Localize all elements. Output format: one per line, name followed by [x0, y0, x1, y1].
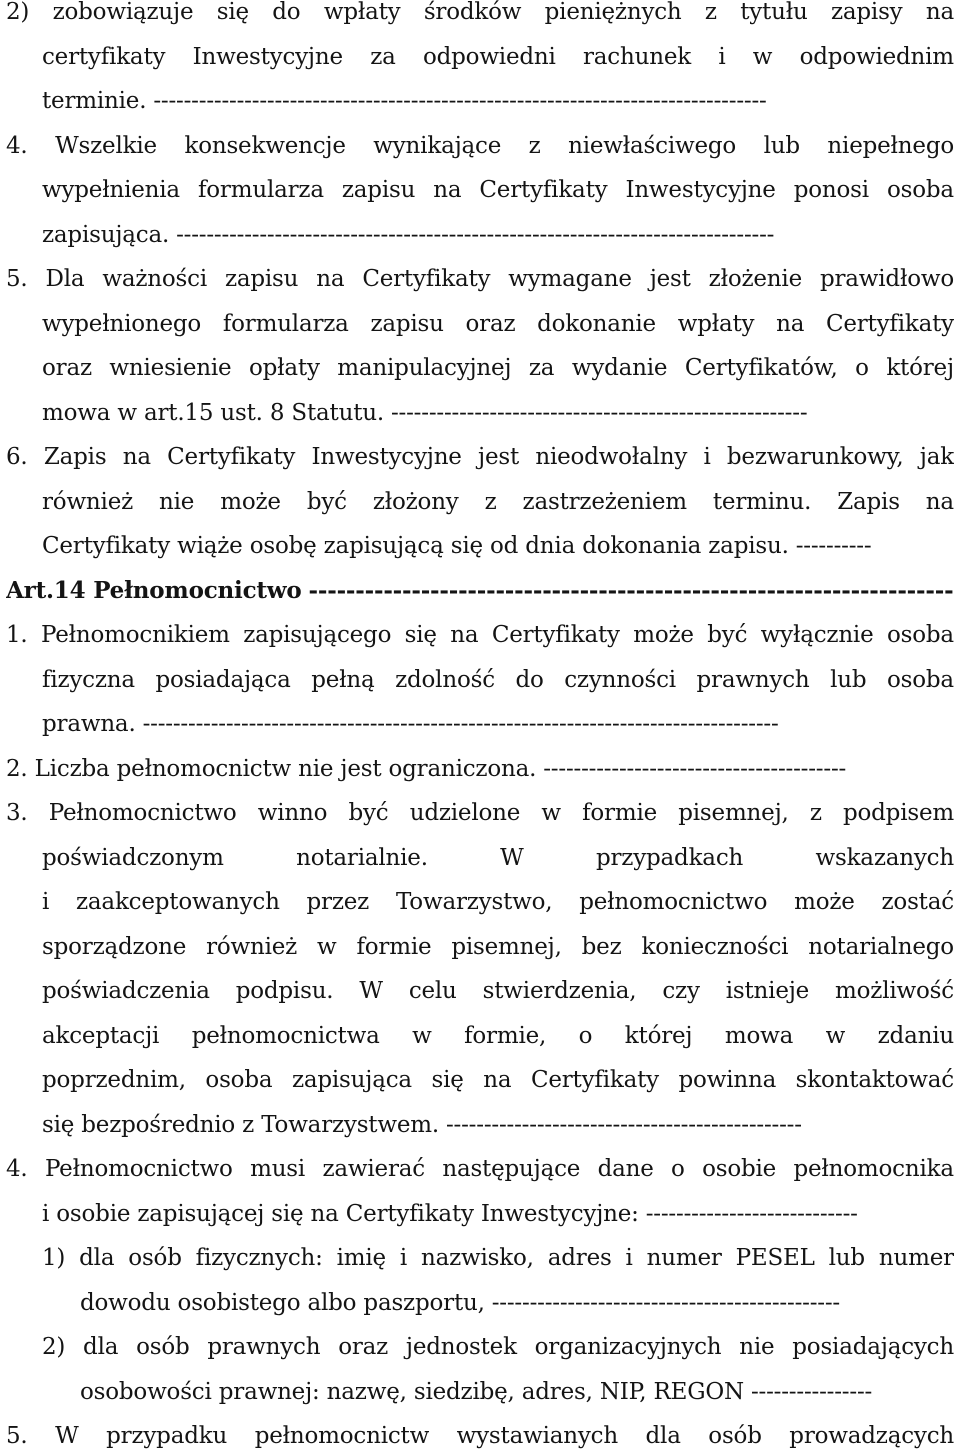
- dash-fill: ---------------------------------------------------------------------------------: [153, 88, 767, 114]
- word: formie: [356, 933, 432, 960]
- word: za: [370, 43, 396, 70]
- word: poświadczenia: [42, 978, 210, 1004]
- word: której: [624, 1022, 693, 1049]
- word: się: [431, 1067, 464, 1093]
- text-line: [42, 1109, 954, 1141]
- text-line: [42, 664, 954, 696]
- word: oraz: [42, 355, 92, 381]
- word: w: [541, 800, 561, 826]
- word: wystawianych: [456, 1423, 618, 1449]
- word: z: [484, 488, 497, 515]
- line-text: 2. Liczba pełnomocnictw nie jest ograniczona.: [6, 755, 537, 782]
- word: numer: [646, 1245, 722, 1271]
- word: formie: [582, 800, 658, 826]
- word: adres: [547, 1245, 612, 1271]
- word: pełnomocnika: [793, 1156, 954, 1182]
- word: W: [500, 844, 524, 871]
- word: wniesienie: [109, 355, 232, 381]
- dash-fill: ----------------: [750, 1378, 873, 1405]
- word: może: [794, 889, 855, 915]
- word: lub: [830, 666, 867, 693]
- word: musi: [250, 1156, 306, 1182]
- word: odpowiedni: [422, 43, 556, 70]
- word: z: [809, 800, 822, 826]
- word: tytułu: [740, 0, 808, 25]
- text-line: [80, 1287, 954, 1319]
- text-line: [80, 1376, 954, 1408]
- word: jednostek: [405, 1334, 517, 1360]
- word: osób: [136, 1334, 190, 1360]
- word: Zapis: [43, 444, 107, 470]
- word: nazwisko,: [421, 1245, 534, 1271]
- word: 5.: [6, 1423, 28, 1449]
- word: osobie: [702, 1156, 777, 1182]
- word: 1.: [6, 622, 28, 648]
- word: Zapis: [837, 488, 900, 515]
- word: odpowiednim: [799, 43, 954, 70]
- word: celu: [408, 978, 457, 1004]
- word: niewłaściwego: [568, 132, 737, 159]
- dash-fill: ---------------------------------------------------------------------: [308, 576, 954, 604]
- word: być: [306, 488, 347, 515]
- word: certyfikaty: [42, 43, 166, 70]
- word: 5.: [6, 266, 28, 292]
- word: i: [625, 1245, 633, 1271]
- word: niepełnego: [827, 132, 954, 159]
- dash-fill: -------------------------------------------------------------------------------: [176, 221, 775, 248]
- word: w: [317, 933, 337, 960]
- word: Inwestycyjne: [311, 444, 462, 470]
- word: możliwość: [835, 978, 954, 1004]
- word: za: [528, 355, 555, 381]
- word: podpisu.: [235, 978, 334, 1004]
- word: zastrzeżeniem: [522, 488, 687, 515]
- word: prawidłowo: [819, 266, 954, 292]
- text-line: [42, 174, 954, 206]
- text-line: [42, 975, 954, 1007]
- word: środków: [423, 0, 522, 25]
- word: poprzednim,: [42, 1067, 186, 1093]
- word: zapisująca: [291, 1067, 412, 1093]
- word: również: [42, 488, 134, 515]
- word: notarialnie.: [296, 844, 428, 871]
- word: dane: [597, 1156, 654, 1182]
- word: osób: [128, 1245, 182, 1271]
- word: i: [718, 43, 726, 70]
- text-line: [42, 842, 954, 874]
- word: formularza: [197, 177, 324, 203]
- word: dla: [83, 1334, 119, 1360]
- word: prawnych: [696, 666, 810, 693]
- text-line: [42, 85, 954, 117]
- word: zdaniu: [877, 1022, 954, 1049]
- word: terminu.: [712, 488, 812, 515]
- text-line: [42, 1331, 954, 1363]
- word: stwierdzenia,: [482, 978, 637, 1004]
- line-text: osobowości prawnej: nazwę, siedzibę, adres, NIP, REGON: [80, 1378, 744, 1405]
- word: przez: [306, 889, 370, 915]
- text-line: [42, 397, 954, 429]
- word: 2): [6, 0, 30, 25]
- word: osoba: [205, 1067, 273, 1093]
- word: lub: [763, 132, 800, 159]
- word: i: [399, 1245, 408, 1271]
- line-text: Art.14 Pełnomocnictwo: [6, 576, 302, 604]
- word: osoba: [886, 622, 954, 648]
- text-line: [42, 41, 954, 73]
- line-text: prawna.: [42, 711, 136, 737]
- word: wynikające: [373, 132, 502, 159]
- word: dla: [645, 1423, 681, 1449]
- word: dla: [79, 1245, 115, 1271]
- line-text: dowodu osobistego albo paszportu,: [80, 1289, 485, 1316]
- word: osoba: [887, 666, 954, 693]
- word: na: [776, 310, 805, 337]
- text-line: [6, 753, 954, 785]
- text-line: [42, 308, 954, 340]
- dash-fill: ----------------------------: [645, 1200, 858, 1227]
- dash-fill: -----------------------------------------------: [445, 1111, 802, 1138]
- word: na: [483, 1067, 512, 1093]
- word: Dla: [45, 266, 85, 292]
- word: wpłaty: [323, 0, 401, 25]
- word: poświadczonym: [42, 844, 224, 871]
- line-text: i osobie zapisującej się na Certyfikaty Inwestycyjne:: [42, 1200, 639, 1227]
- word: Inwestycyjne: [192, 43, 343, 70]
- word: z: [704, 0, 717, 25]
- word: na: [925, 0, 954, 25]
- word: być: [707, 622, 748, 648]
- word: organizacyjnych: [534, 1334, 722, 1360]
- word: formie,: [464, 1022, 547, 1049]
- dash-fill: ------------------------------------------------------------------------------------: [142, 711, 779, 737]
- word: z: [528, 132, 541, 159]
- word: Certyfikaty: [167, 444, 296, 470]
- word: udzielone: [409, 800, 521, 826]
- word: w: [752, 43, 773, 70]
- word: Certyfikaty: [825, 310, 954, 337]
- word: czy: [662, 978, 700, 1004]
- word: fizyczna: [42, 666, 135, 693]
- word: posiadających: [792, 1334, 954, 1360]
- line-text: zapisująca.: [42, 221, 170, 248]
- word: posiadająca: [155, 666, 291, 693]
- word: zapisującego: [243, 622, 392, 648]
- word: skontaktować: [795, 1067, 954, 1093]
- line-text: się bezpośrednio z Towarzystwem.: [42, 1111, 439, 1138]
- word: sporządzone: [42, 933, 187, 960]
- word: 2): [42, 1334, 66, 1360]
- word: prawnych: [207, 1334, 321, 1360]
- word: wypełnionego: [42, 310, 202, 337]
- word: się: [216, 0, 249, 25]
- line-text: Certyfikaty wiąże osobę zapisującą się od dnia dokonania zapisu.: [42, 533, 789, 559]
- word: również: [206, 933, 298, 960]
- word: na: [316, 266, 345, 292]
- text-line: [42, 486, 954, 518]
- word: bez: [581, 933, 622, 960]
- text-line: [6, 441, 954, 473]
- word: PESEL: [735, 1245, 815, 1271]
- text-line: [42, 708, 954, 740]
- line-text: terminie.: [42, 88, 147, 114]
- word: Towarzystwo,: [395, 889, 553, 915]
- word: w: [412, 1022, 432, 1049]
- word: 3.: [6, 800, 28, 826]
- word: Certyfikaty: [362, 266, 491, 292]
- word: wydanie: [571, 355, 668, 381]
- text-line: [6, 619, 954, 651]
- word: osób: [708, 1423, 762, 1449]
- word: rachunek: [583, 43, 691, 70]
- word: fizycznych:: [195, 1245, 323, 1271]
- text-line: [6, 575, 954, 607]
- word: pełnomocnictw: [254, 1423, 430, 1449]
- word: pisemnej,: [451, 933, 562, 960]
- word: na: [450, 622, 479, 648]
- text-line: [42, 1198, 954, 1230]
- word: wypełnienia: [42, 177, 180, 203]
- word: czynności: [564, 666, 676, 693]
- text-line: [6, 0, 954, 28]
- text-line: [42, 1242, 954, 1274]
- text-line: [6, 1153, 954, 1185]
- word: konsekwencje: [184, 132, 346, 159]
- word: notarialnego: [808, 933, 954, 960]
- word: następujące: [442, 1156, 581, 1182]
- word: Certyfikaty: [491, 622, 620, 648]
- word: zapisu: [370, 310, 444, 337]
- dash-fill: -------------------------------------------------------: [390, 399, 808, 426]
- word: jest: [649, 266, 691, 292]
- word: zapisu: [224, 266, 299, 292]
- word: zaakceptowanych: [76, 889, 280, 915]
- dash-fill: ----------------------------------------: [543, 755, 847, 782]
- word: manipulacyjnej: [337, 355, 512, 381]
- word: akceptacji: [42, 1022, 160, 1049]
- text-line: [6, 130, 954, 162]
- word: 6.: [6, 444, 28, 470]
- word: Certyfikaty: [530, 1067, 659, 1093]
- word: imię: [336, 1245, 386, 1271]
- text-line: [42, 931, 954, 963]
- word: o: [671, 1156, 685, 1182]
- text-line: [6, 797, 954, 829]
- word: jak: [919, 444, 954, 470]
- dash-fill: ----------: [795, 533, 872, 559]
- word: może: [220, 488, 281, 515]
- word: i: [42, 889, 50, 915]
- word: 4.: [6, 132, 28, 159]
- word: prowadzących: [789, 1423, 954, 1449]
- word: przypadku: [106, 1423, 228, 1449]
- word: przypadkach: [595, 844, 744, 871]
- word: numer: [878, 1245, 954, 1271]
- word: 1): [42, 1245, 66, 1271]
- word: Pełnomocnikiem: [40, 622, 230, 648]
- word: zapisy: [830, 0, 903, 25]
- word: wpłaty: [677, 310, 755, 337]
- word: złożony: [372, 488, 459, 515]
- word: lub: [828, 1245, 865, 1271]
- word: do: [272, 0, 301, 25]
- word: zdolność: [395, 666, 495, 693]
- word: istnieje: [725, 978, 810, 1004]
- word: W: [55, 1423, 79, 1449]
- word: o: [578, 1022, 593, 1049]
- word: wyłącznie: [760, 622, 874, 648]
- text-line: [42, 530, 954, 562]
- text-line: [42, 352, 954, 384]
- dash-fill: ----------------------------------------------: [491, 1289, 841, 1316]
- word: mowa: [724, 1022, 794, 1049]
- text-line: [42, 1020, 954, 1052]
- word: której: [886, 355, 954, 381]
- word: nieodwołalny: [535, 444, 688, 470]
- word: osoba: [886, 177, 954, 203]
- text-line: [42, 886, 954, 918]
- word: ponosi: [793, 177, 869, 203]
- word: zapisu: [341, 177, 416, 203]
- word: się: [404, 622, 437, 648]
- word: podpisem: [842, 800, 954, 826]
- word: formularza: [222, 310, 349, 337]
- word: oraz: [338, 1334, 389, 1360]
- word: zawierać: [322, 1156, 425, 1182]
- word: pisemnej,: [678, 800, 789, 826]
- word: być: [348, 800, 389, 826]
- word: na: [122, 444, 151, 470]
- word: na: [925, 488, 954, 515]
- word: do: [515, 666, 544, 693]
- word: może: [633, 622, 694, 648]
- word: Certyfikatów,: [684, 355, 838, 381]
- text-line: [6, 263, 954, 295]
- word: zobowiązuje: [52, 0, 194, 25]
- word: 4.: [6, 1156, 28, 1182]
- word: dokonanie: [537, 310, 656, 337]
- word: w: [825, 1022, 846, 1049]
- word: wymagane: [508, 266, 632, 292]
- word: wskazanych: [815, 844, 954, 871]
- word: Certyfikaty: [479, 177, 608, 203]
- word: i: [703, 444, 711, 470]
- text-line: [6, 1420, 954, 1452]
- word: pieniężnych: [544, 0, 682, 25]
- word: Pełnomocnictwo: [44, 1156, 233, 1182]
- word: na: [433, 177, 462, 203]
- word: nie: [739, 1334, 775, 1360]
- word: konieczności: [641, 933, 789, 960]
- word: W: [359, 978, 383, 1004]
- word: pełnomocnictwa: [191, 1022, 380, 1049]
- word: zostać: [881, 889, 954, 915]
- word: jest: [478, 444, 520, 470]
- word: Pełnomocnictwo: [48, 800, 237, 826]
- word: pełnomocnictwo: [579, 889, 768, 915]
- word: ważności: [102, 266, 207, 292]
- word: Inwestycyjne: [625, 177, 776, 203]
- text-line: [42, 1064, 954, 1096]
- word: winno: [257, 800, 328, 826]
- word: bezwarunkowy,: [726, 444, 904, 470]
- word: opłaty: [248, 355, 320, 381]
- word: o: [855, 355, 869, 381]
- line-text: mowa w art.15 ust. 8 Statutu.: [42, 399, 384, 426]
- word: powinna: [678, 1067, 777, 1093]
- word: pełną: [311, 666, 375, 693]
- word: Wszelkie: [55, 132, 157, 159]
- word: oraz: [465, 310, 516, 337]
- word: nie: [159, 488, 195, 515]
- text-line: [42, 219, 954, 251]
- word: złożenie: [708, 266, 802, 292]
